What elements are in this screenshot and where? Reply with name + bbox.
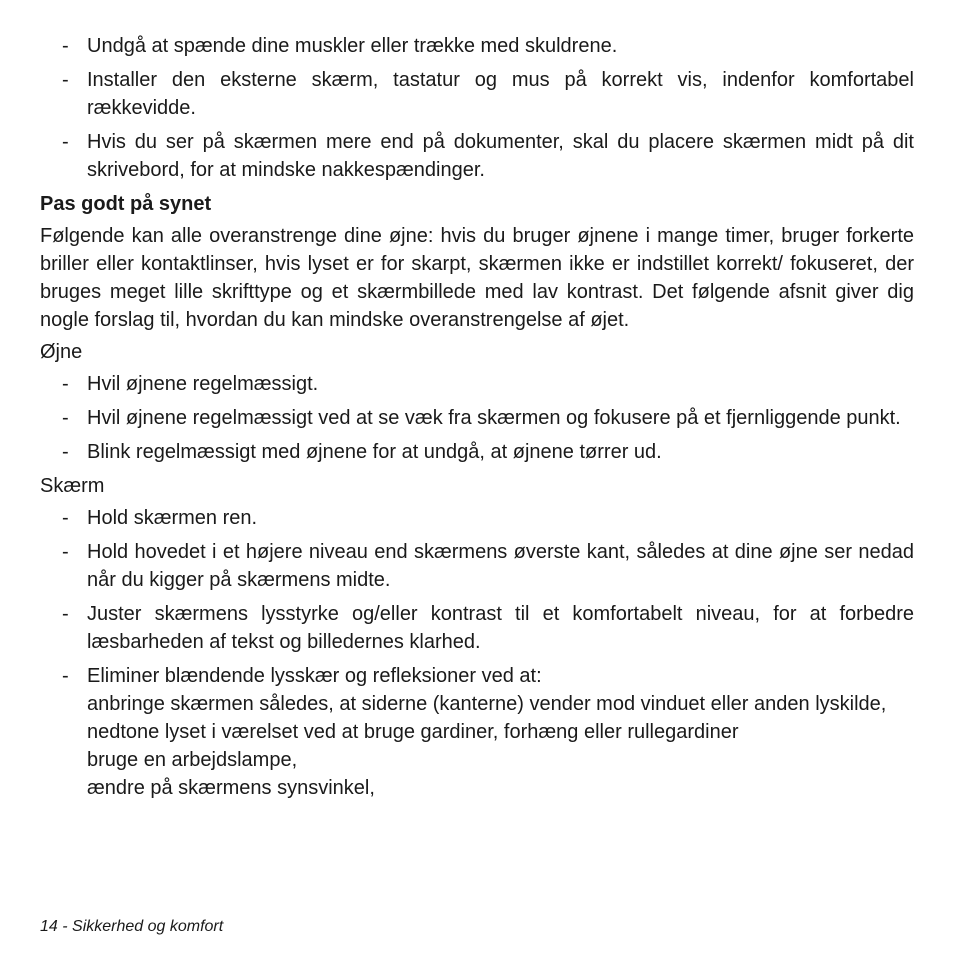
glare-line: anbringe skærmen således, at siderne (kanterne) vender mod vinduet eller anden lyskilde, bbox=[87, 693, 887, 715]
list-item bbox=[40, 538, 914, 594]
bullet-dash: - bbox=[62, 603, 69, 625]
list-item-text: Undgå at spænde dine muskler eller trække med skuldrene. bbox=[87, 35, 618, 57]
list-item-text: Hold hovedet i et højere niveau end skærmens øverste kant, således at dine øjne ser nedad når du kigger på skærmens midte. bbox=[87, 541, 914, 591]
top-bullet-list bbox=[40, 32, 914, 184]
list-item-glare bbox=[40, 662, 914, 802]
bullet-dash: - bbox=[62, 507, 69, 529]
list-item bbox=[40, 32, 914, 60]
section-heading: Pas godt på synet bbox=[40, 193, 212, 215]
list-item-text: Hold skærmen ren. bbox=[87, 507, 258, 529]
list-item-text: Hvil øjnene regelmæssigt ved at se væk fra skærmen og fokusere på et fjernliggende punkt. bbox=[87, 407, 901, 429]
glare-lines bbox=[87, 662, 914, 802]
bullet-dash: - bbox=[62, 69, 69, 91]
list-item bbox=[40, 66, 914, 122]
list-item-text: Hvil øjnene regelmæssigt. bbox=[87, 373, 319, 395]
bullet-dash: - bbox=[62, 131, 69, 153]
screen-subheading: Skærm bbox=[40, 475, 105, 497]
eyes-bullet-list bbox=[40, 370, 914, 466]
list-item bbox=[40, 404, 914, 432]
glare-line: nedtone lyset i værelset ved at bruge gardiner, forhæng eller rullegardiner bbox=[87, 721, 739, 743]
bullet-dash: - bbox=[62, 373, 69, 395]
bullet-dash: - bbox=[62, 541, 69, 563]
intro-paragraph: Følgende kan alle overanstrenge dine øjne: hvis du bruger øjnene i mange timer, bruger forkerte briller eller kontaktlinser, hvis lyset er for skarpt, skærmen ikke er indstillet korrekt/ fokuseret, der bruges meget lille skrifttype og et skærmbillede med lav kontrast. Det følgende afsnit giver dig nogle forslag til, hvordan du kan mindske overanstrengelse af øjet. bbox=[40, 225, 914, 331]
glare-line: bruge en arbejdslampe, bbox=[87, 749, 298, 771]
list-item-text: Hvis du ser på skærmen mere end på dokumenter, skal du placere skærmen midt på dit skrivebord, for at mindske nakkespændinger. bbox=[87, 131, 914, 181]
eyes-subheading: Øjne bbox=[40, 341, 83, 363]
list-item bbox=[40, 600, 914, 656]
list-item-text: Blink regelmæssigt med øjnene for at undgå, at øjnene tørrer ud. bbox=[87, 441, 662, 463]
list-item-text: Juster skærmens lysstyrke og/eller kontrast til et komfortabelt niveau, for at forbedre læsbarheden af tekst og billedernes klarhed. bbox=[87, 603, 914, 653]
glare-intro: Eliminer blændende lysskær og refleksioner ved at: bbox=[87, 665, 542, 687]
bullet-dash: - bbox=[62, 665, 69, 687]
screen-bullet-list bbox=[40, 504, 914, 802]
list-item bbox=[40, 128, 914, 184]
bullet-dash: - bbox=[62, 441, 69, 463]
bullet-dash: - bbox=[62, 407, 69, 429]
list-item bbox=[40, 370, 914, 398]
page-footer: 14 - Sikkerhed og komfort bbox=[40, 918, 224, 935]
page-content bbox=[40, 32, 914, 808]
list-item bbox=[40, 504, 914, 532]
list-item bbox=[40, 438, 914, 466]
glare-line: ændre på skærmens synsvinkel, bbox=[87, 777, 375, 799]
bullet-dash: - bbox=[62, 35, 69, 57]
list-item-text: Installer den eksterne skærm, tastatur og mus på korrekt vis, indenfor komfortabel rækkevidde. bbox=[87, 69, 914, 119]
